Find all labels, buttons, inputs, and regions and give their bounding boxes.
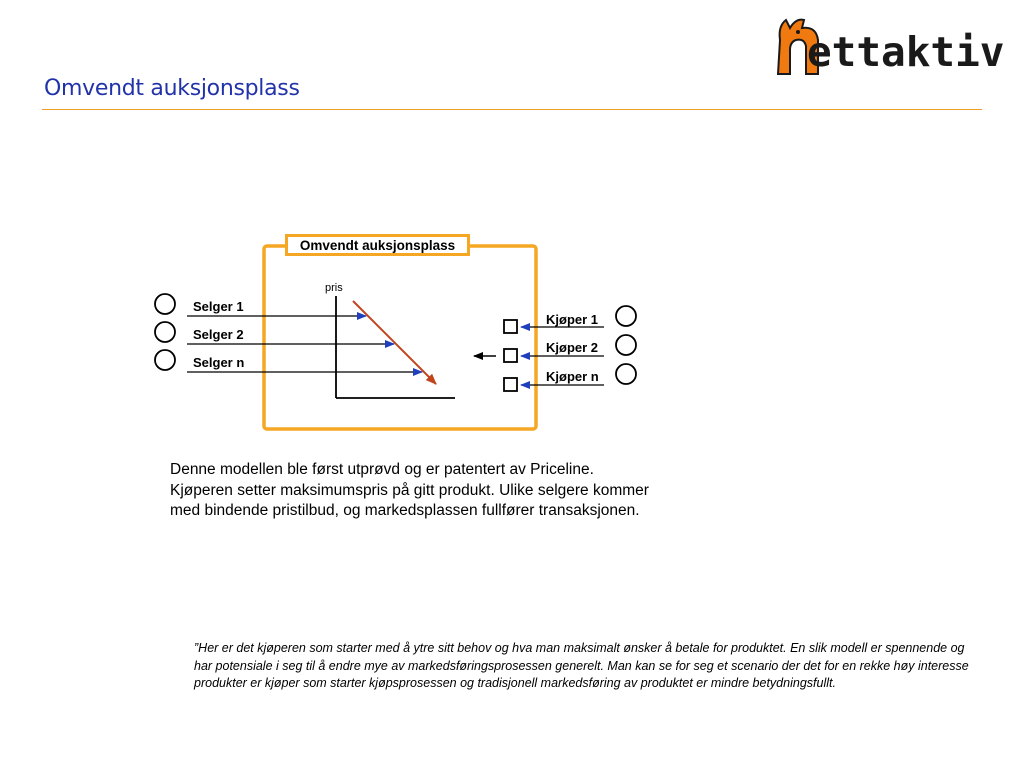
buyer-1-label: Kjøper 1 (546, 312, 599, 327)
seller-n-label: Selger n (193, 355, 245, 370)
marketplace-frame (264, 246, 536, 429)
buyer-n-label: Kjøper n (546, 369, 599, 384)
seller-2-label: Selger 2 (193, 327, 244, 342)
model-description: Denne modellen ble først utprøvd og er patentert av Priceline. Kjøperen setter maksimumspris på gitt produkt. Ulike selgere kommer med bindende pristilbud, og markedsplassen fullfører transaksjonen. (170, 461, 649, 519)
seller-1-circle (155, 294, 175, 314)
quote-text: ”Her er det kjøperen som starter med å ytre sitt behov og hva man maksimalt ønsker å betale for produktet. En slik modell er spennende og har potensiale i seg til å endre mye av markedsføringsprosessen generelt. Man kan se for seg et scenario der det for en rekke høy interesse produkter er kjøper som starter kjøpsprosessen og tradisjonell markedsføring av produktet er mindre betydningsfullt. (194, 641, 969, 690)
buyer-1-circle (616, 306, 636, 326)
buyer-n-circle (616, 364, 636, 384)
price-axis-label: pris (325, 282, 343, 294)
marketplace-title: Omvendt auksjonsplass (285, 234, 470, 256)
buyer-1-square (504, 320, 517, 333)
buyer-2-label: Kjøper 2 (546, 340, 599, 355)
page-title: Omvendt auksjonsplass (44, 76, 300, 101)
buyer-n-square (504, 378, 517, 391)
buyer-2-square (504, 349, 517, 362)
logo-wordmark: ettaktiv (807, 28, 1005, 76)
seller-1-label: Selger 1 (193, 299, 244, 314)
buyer-2-circle (616, 335, 636, 355)
seller-2-circle (155, 322, 175, 342)
seller-n-circle (155, 350, 175, 370)
